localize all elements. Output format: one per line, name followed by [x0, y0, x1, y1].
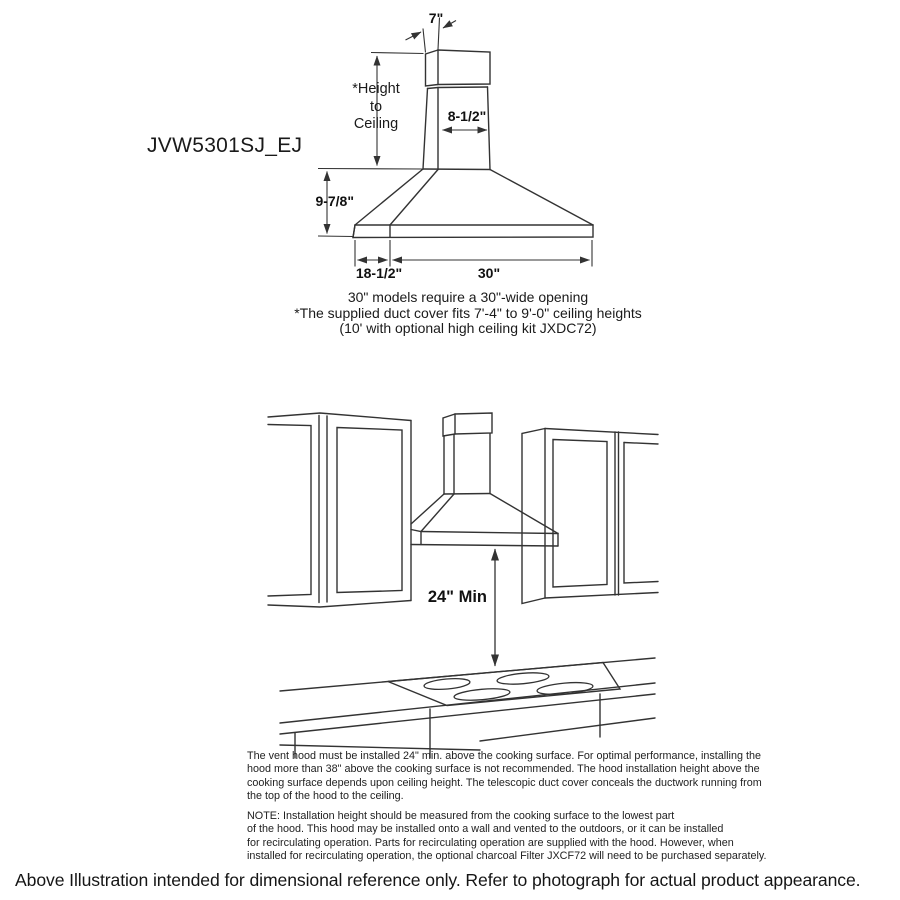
hood-dimension-drawing [353, 50, 593, 238]
dim-hood-width-label: 30" [477, 265, 501, 281]
dim-duct-depth-label: 7" [428, 10, 444, 26]
caption-line2: *The supplied duct cover fits 7'-4" to 9'-0" ceiling heights [294, 304, 642, 321]
note1-line2: hood more than 38" above the cooking surface is not recommended. The hood installation height above the [247, 763, 760, 776]
note2-line3: for recirculating operation. Parts for recirculating operation are supplied with the hood. However, when [247, 836, 734, 849]
disclaimer-footer: Above Illustration intended for dimensional reference only. Refer to photograph for actual product appearance. [15, 870, 861, 890]
caption-line1: 30" models require a 30"-wide opening [347, 289, 589, 305]
dim-hood-height-label: 9-7/8" [315, 193, 354, 209]
dim-duct-width-label: 8-1/2" [447, 108, 487, 124]
height-to-ceiling-line3: Ceiling [353, 116, 399, 132]
installation-drawing [268, 413, 658, 758]
recirculating-note-paragraph [247, 810, 769, 864]
note2-line4: installed for recirculating operation, the optional charcoal Filter JXCF72 will need to be purchased separately. [247, 850, 767, 863]
height-to-ceiling-line1: *Height [352, 81, 400, 97]
opening-requirements-caption [216, 290, 720, 337]
note1-line4: the top of the hood to the ceiling. [247, 790, 404, 803]
note2-line1: NOTE: Installation height should be measured from the cooking surface to the lowest part [247, 810, 675, 822]
note2-line2: of the hood. This hood may be installed onto a wall and vented to the outdoors, or it can be installed [247, 823, 724, 836]
hood-dimension-lines [318, 18, 592, 267]
note1-line1: The vent hood must be installed 24" min. above the cooking surface. For optimal performance, installing the [247, 750, 761, 762]
height-to-ceiling-line2: to [369, 98, 383, 115]
dim-hood-depth-label: 18-1/2" [355, 265, 403, 281]
caption-line3: (10' with optional high ceiling kit JXDC72) [339, 320, 597, 336]
model-number-label: JVW5301SJ_EJ [147, 134, 303, 157]
installation-note-paragraph [247, 750, 769, 804]
dim-min-clearance-label: 24" Min [427, 588, 487, 606]
dim-height-to-ceiling-label [338, 81, 414, 134]
note1-line3: cooking surface depends upon ceiling height. The telescopic duct cover conceals the ductwork running from [247, 776, 762, 789]
